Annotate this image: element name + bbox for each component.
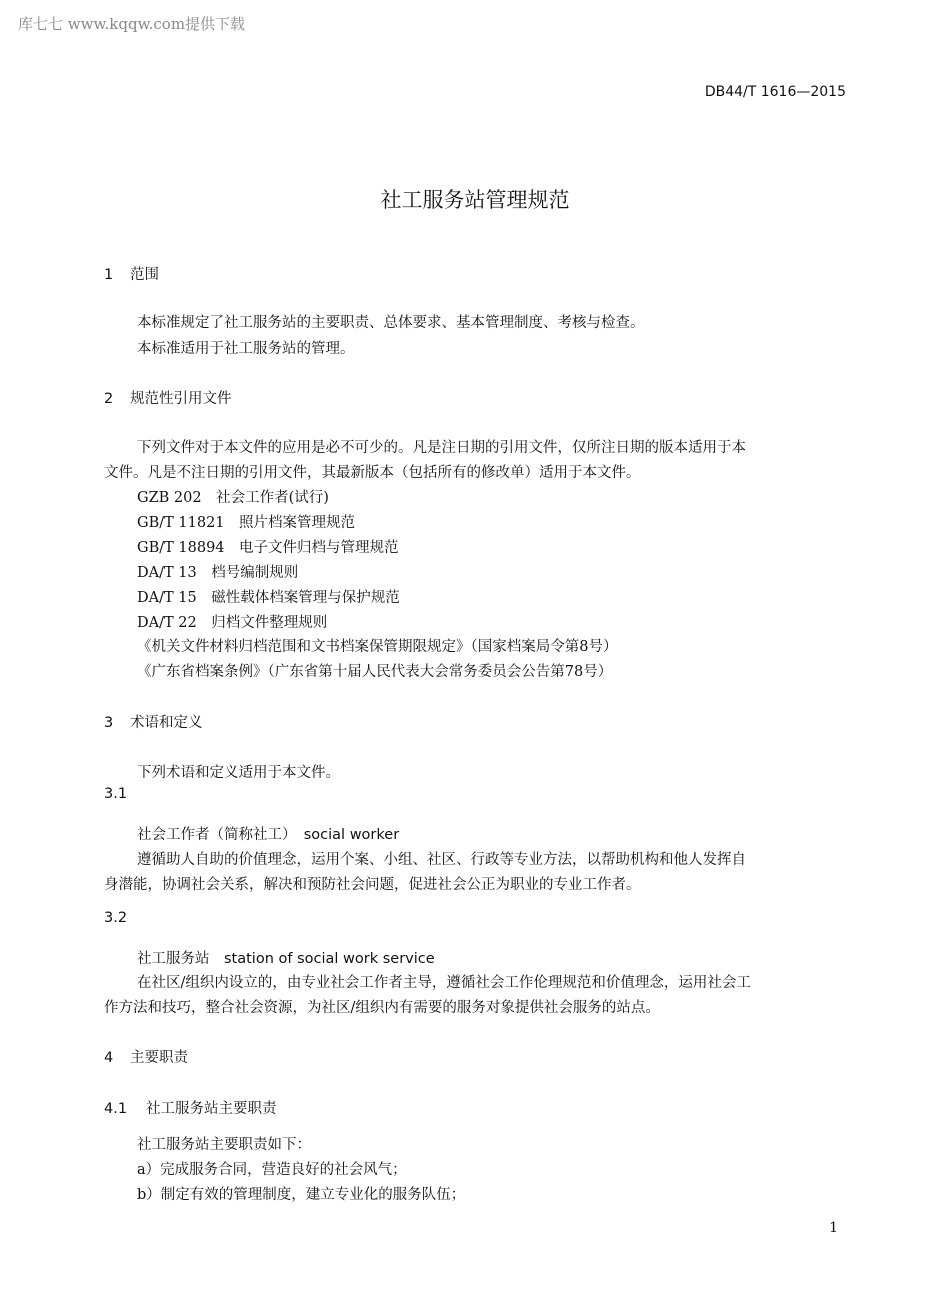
paragraph-line: 下列文件对于本文件的应用是必不可少的。凡是注日期的引用文件，仅所注日期的版本适用于本 bbox=[137, 440, 746, 456]
page-number: 1 bbox=[829, 1220, 838, 1236]
section-2-heading bbox=[104, 387, 232, 408]
subsection-title: 社工服务站主要职责 bbox=[146, 1101, 277, 1117]
reference-item: GB/T 11821 照片档案管理规范 bbox=[137, 515, 356, 531]
section-1-heading bbox=[104, 263, 159, 284]
section-title: 主要职责 bbox=[130, 1050, 188, 1066]
definition-line: 遵循助人自助的价值理念，运用个案、小组、社区、行政等专业方法，以帮助机构和他人发挥自 bbox=[137, 852, 746, 868]
section-number: 3 bbox=[104, 715, 114, 731]
paragraph: 本标准规定了社工服务站的主要职责、总体要求、基本管理制度、考核与检查。 bbox=[137, 315, 645, 331]
reference-item: 《机关文件材料归档范围和文书档案保管期限规定》（国家档案局令第8号） bbox=[137, 639, 618, 655]
definition-line: 作方法和技巧，整合社会资源，为社区/组织内有需要的服务对象提供社会服务的站点。 bbox=[104, 1000, 660, 1016]
standard-number: DB44/T 1616—2015 bbox=[704, 84, 846, 100]
section-number: 2 bbox=[104, 391, 114, 407]
definition-line: 身潜能，协调社会关系，解决和预防社会问题，促进社会公正为职业的专业工作者。 bbox=[104, 877, 641, 893]
document-title: 社工服务站管理规范 bbox=[380, 188, 570, 212]
term-number: 3.2 bbox=[104, 910, 128, 926]
term-number: 3.1 bbox=[104, 786, 128, 802]
watermark: 库七七 www.kqqw.com提供下载 bbox=[18, 15, 246, 33]
section-title: 规范性引用文件 bbox=[130, 391, 232, 407]
list-item: a）完成服务合同，营造良好的社会风气； bbox=[137, 1162, 407, 1178]
subsection-number: 4.1 bbox=[104, 1101, 128, 1117]
paragraph: 下列术语和定义适用于本文件。 bbox=[137, 765, 340, 781]
reference-item: 《广东省档案条例》（广东省第十届人民代表大会常务委员会公告第78号） bbox=[137, 664, 613, 680]
paragraph-line: 文件。凡是不注日期的引用文件，其最新版本（包括所有的修改单）适用于本文件。 bbox=[104, 465, 641, 481]
definition-line: 在社区/组织内设立的，由专业社会工作者主导，遵循社会工作伦理规范和价值理念，运用社会工 bbox=[137, 975, 751, 991]
section-4-heading bbox=[104, 1046, 188, 1067]
list-item: b）制定有效的管理制度，建立专业化的服务队伍； bbox=[137, 1187, 466, 1203]
reference-item: GB/T 18894 电子文件归档与管理规范 bbox=[137, 540, 399, 556]
subsection-4-1-heading bbox=[104, 1097, 277, 1118]
section-3-heading bbox=[104, 711, 203, 732]
paragraph: 社工服务站主要职责如下： bbox=[137, 1137, 311, 1153]
section-number: 4 bbox=[104, 1050, 114, 1066]
paragraph: 本标准适用于社工服务站的管理。 bbox=[137, 341, 355, 357]
section-title: 范围 bbox=[130, 267, 159, 283]
reference-item: DA/T 13 档号编制规则 bbox=[137, 565, 299, 581]
reference-item: GZB 202 社会工作者(试行) bbox=[137, 490, 329, 506]
reference-item: DA/T 22 归档文件整理规则 bbox=[137, 615, 328, 631]
term-title: 社工服务站 station of social work service bbox=[137, 951, 435, 967]
section-number: 1 bbox=[104, 267, 114, 283]
reference-item: DA/T 15 磁性载体档案管理与保护规范 bbox=[137, 590, 400, 606]
term-title: 社会工作者（简称社工） social worker bbox=[137, 827, 400, 843]
section-title: 术语和定义 bbox=[130, 715, 203, 731]
